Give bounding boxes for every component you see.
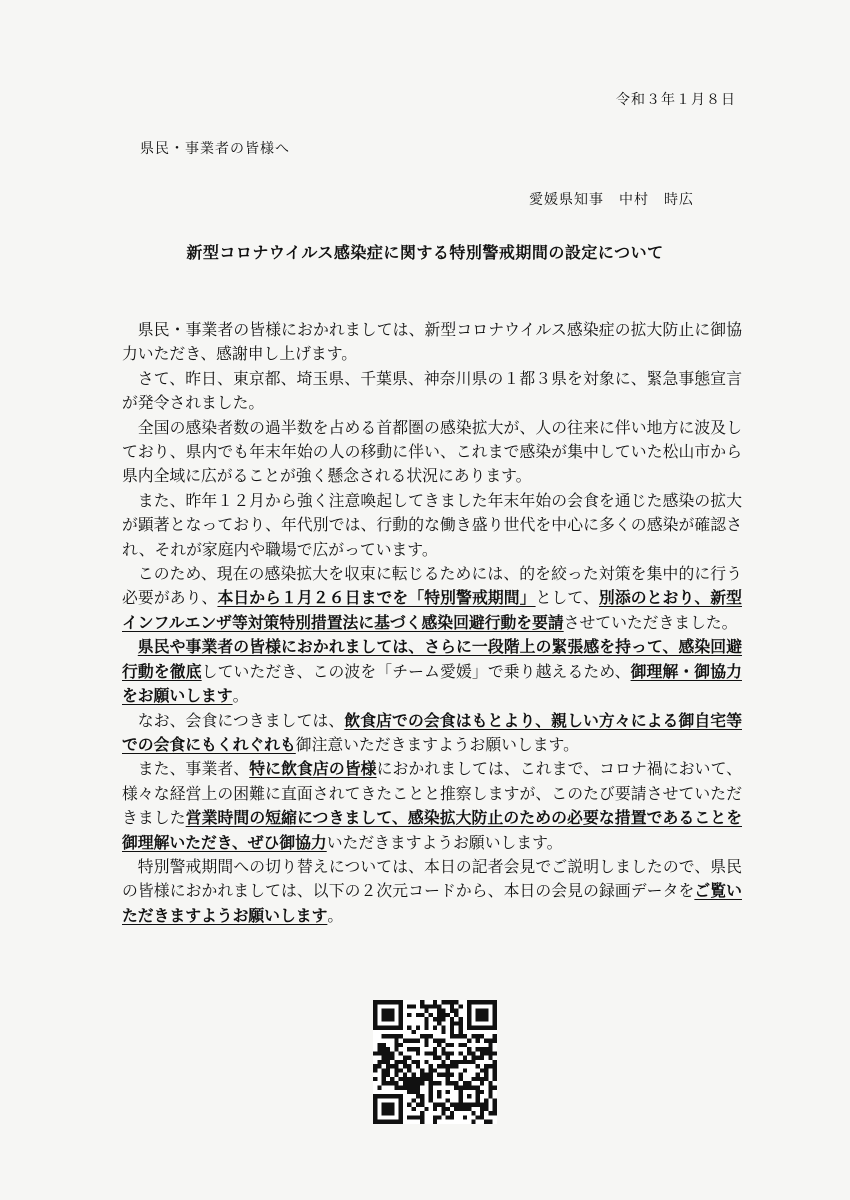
emphasis-text: 本日から１月２６日までを「特別警戒期間」 <box>217 588 536 608</box>
sender-name: 愛媛県知事 中村 時広 <box>529 192 694 208</box>
emphasis-text: ご覧いただきますようお願いします <box>122 881 742 925</box>
emphasis-text: 別添のとおり、新型インフルエンザ等対策特別措置法に基づく感染回避行動を要請 <box>122 588 742 632</box>
document-body <box>122 318 742 928</box>
document-date: 令和３年１月８日 <box>616 92 736 108</box>
paragraph-text: 県民・事業者の皆様におかれましては、新型コロナウイルス感染症の拡大防止に御協力いただき、感謝申し上げます。 <box>122 320 742 364</box>
emphasis-text: 営業時間の短縮につきまして、感染拡大防止のための必要な措置であることを御理解いただき、ぜひ御協力 <box>122 808 742 852</box>
paragraph-text: 全国の感染者数の過半数を占める首都圏の感染拡大が、人の往来に伴い地方に波及しており、県内でも年末年始の人の移動に伴い、これまで感染が集中していた松山市から県内全域に広がることが強く懸念される状況にあります。 <box>122 417 742 486</box>
paragraph-text: 。 <box>232 686 249 706</box>
body-paragraph <box>122 367 742 416</box>
paragraph-text: いただきますようお願いします。 <box>326 832 563 852</box>
body-paragraph <box>122 855 742 928</box>
body-paragraph <box>122 489 742 562</box>
paragraph-text: におかれましては、これまで、コロナ禍において、様々な経営上の困難に直面されてきたことと推察しますが、このたび要請させていただきました <box>122 759 742 828</box>
qr-code[interactable] <box>373 1000 497 1124</box>
body-paragraph <box>122 416 742 489</box>
emphasis-text: 飲食店での会食はもとより、親しい方々による御自宅等での会食にもくれぐれも <box>122 710 742 754</box>
paragraph-text: 。 <box>327 905 344 925</box>
paragraph-text: として、 <box>535 588 599 608</box>
emphasis-text: 特に飲食店の皆様 <box>249 759 377 779</box>
emphasis-text: 県民や事業者の皆様におかれましては、さらに一段階上の緊張感を持って、感染回避行動を徹底 <box>122 637 742 681</box>
paragraph-text: なお、会食につきましては、 <box>137 710 345 730</box>
paragraph-text: また、昨年１２月から強く注意喚起してきました年末年始の会食を通じた感染の拡大が顕著となっており、年代別では、行動的な働き盛り世代を中心に多くの感染が確認され、それが家庭内や職場で広がっています。 <box>122 490 742 559</box>
paragraph-text: 御注意いただきますようお願いします。 <box>295 734 579 754</box>
paragraph-text: さて、昨日、東京都、埼玉県、千葉県、神奈川県の１都３県を対象に、緊急事態宣言が発令されました。 <box>122 368 742 413</box>
emphasis-text: 御理解・御協力をお願いします <box>122 661 742 706</box>
body-paragraph <box>122 318 742 367</box>
body-paragraph <box>122 709 742 758</box>
paragraph-text: させていただきました。 <box>563 612 738 632</box>
paragraph-text: 特別警戒期間への切り替えについては、本日の記者会見でご説明しましたので、県民の皆様におかれましては、以下の２次元コードから、本日の会見の録画データを <box>122 856 742 901</box>
document-title: 新型コロナウイルス感染症に関する特別警戒期間の設定について <box>186 243 664 262</box>
paragraph-text: また、事業者、 <box>137 759 250 779</box>
body-paragraph <box>122 757 742 855</box>
paragraph-text: していただき、この波を「チーム愛媛」で乗り越えるため、 <box>201 661 631 681</box>
body-paragraph <box>122 635 742 708</box>
paragraph-text: このため、現在の感染拡大を収束に転じるためには、的を絞った対策を集中的に行う必要があり、 <box>122 564 742 608</box>
body-paragraph <box>122 562 742 635</box>
addressee: 県民・事業者の皆様へ <box>140 141 290 157</box>
